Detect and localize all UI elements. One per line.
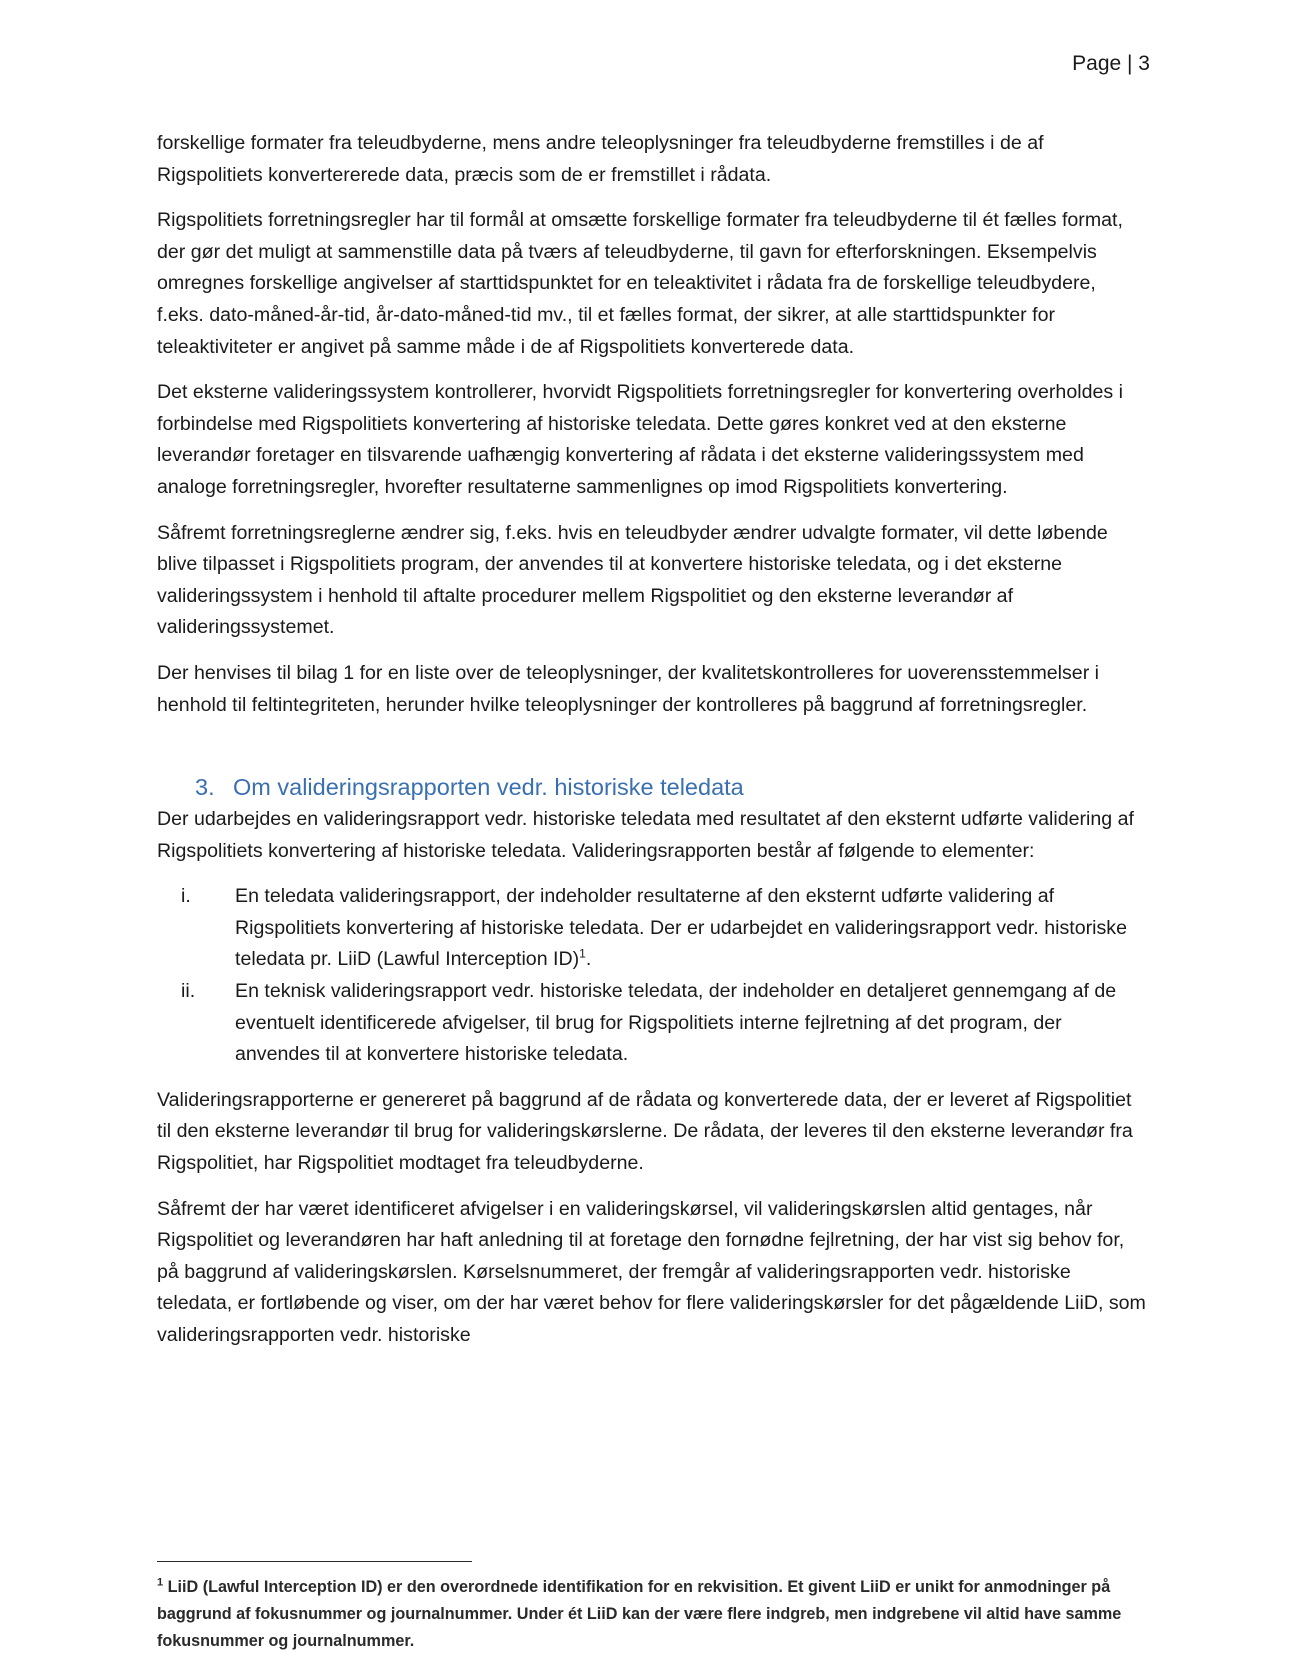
- list-item-text: En teknisk valideringsrapport vedr. historiske teledata, der indeholder en detaljeret gennemgang af de eventuelt identificerede afvigelser, til brug for Rigspolitiets interne fejlretning af det program, der anvendes til at konvertere historiske teledata.: [235, 980, 1117, 1066]
- footnote-separator: [157, 1561, 472, 1562]
- footnote-reference[interactable]: 1: [579, 946, 586, 961]
- list-item: [157, 976, 1147, 1071]
- paragraph-4: Såfremt forretningsreglerne ændrer sig, f.eks. hvis en teleudbyder ændrer udvalgte formater, vil dette løbende blive tilpasset i Rigspolitiets program, der anvendes til at konvertere historiske teledata, og i det eksterne valideringssystem i henhold til aftalte procedurer mellem Rigspolitiet og den eksterne leverandør af valideringssystemet.: [157, 521, 1108, 639]
- paragraph-after-list-1: Valideringsrapporterne er genereret på baggrund af de rådata og konverterede data, der er leveret af Rigspolitiet til den eksterne leverandør til brug for valideringskørslerne. De rådata, der leveres til den eksterne leverandør fra Rigspolitiet, har Rigspolitiet modtaget fra teleudbyderne.: [157, 1088, 1133, 1175]
- list-item: [157, 881, 1147, 976]
- list-marker: ii.: [181, 980, 196, 1003]
- section-heading: [195, 771, 1147, 804]
- section-number: 3.: [195, 774, 215, 801]
- page-number: Page | 3: [1072, 52, 1150, 75]
- footnote: [157, 1574, 1142, 1655]
- paragraph-2: Rigspolitiets forretningsregler har til formål at omsætte forskellige formater fra teleudbyderne til ét fælles format, der gør det muligt at sammenstille data på tværs af teleudbyderne, til gavn for efterforskningen. Eksempelvis omregnes forskellige angivelser af starttidspunktet for en teleaktivitet i rådata fra de forskellige teleudbydere, f.eks. dato-måned-år-tid, år-dato-måned-tid mv., til et fælles format, der sikrer, at alle starttidspunkter for teleaktiviteter er angivet på samme måde i de af Rigspolitiets konverterede data.: [157, 209, 1123, 358]
- paragraph-after-list-2: Såfremt der har været identificeret afvigelser i en valideringskørsel, vil valideringskørslen altid gentages, når Rigspolitiet og leverandøren har haft anledning til at foretage den fornødne fejlretning, der har vist sig behov for, på baggrund af valideringskørslen. Kørselsnummeret, der fremgår af valideringsrapporten vedr. historiske teledata, er fortløbende og viser, om der har været behov for flere valideringskørsler for det pågældende LiiD, som valideringsrapporten vedr. historiske: [157, 1197, 1146, 1346]
- section-title: Om valideringsrapporten vedr. historiske teledata: [233, 774, 744, 801]
- list-marker: i.: [181, 885, 191, 908]
- section-intro: Der udarbejdes en valideringsrapport vedr. historiske teledata med resultatet af den eksternt udførte validering af Rigspolitiets konvertering af historiske teledata. Valideringsrapporten består af følgende to elementer:: [157, 808, 1134, 862]
- element-list: [157, 881, 1147, 1071]
- paragraph-1: forskellige formater fra teleudbyderne, mens andre teleoplysninger fra teleudbyderne fremstilles i de af Rigspolitiets konvertererede data, præcis som de er fremstillet i rådata.: [157, 132, 1044, 186]
- list-item-suffix: .: [585, 948, 592, 971]
- paragraph-3: Det eksterne valideringssystem kontrollerer, hvorvidt Rigspolitiets forretningsregler for konvertering overholdes i forbindelse med Rigspolitiets konvertering af historiske teledata. Dette gøres konkret ved at den eksterne leverandør foretager en tilsvarende uafhængig konvertering af rådata i det eksterne valideringssystem med analoge forretningsregler, hvorefter resultaterne sammenlignes op imod Rigspolitiets konvertering.: [157, 381, 1123, 498]
- body-text: [157, 128, 1147, 1366]
- list-item-text: En teledata valideringsrapport, der indeholder resultaterne af den eksternt udførte validering af Rigspolitiets konvertering af historiske teledata. Der er udarbejdet en valideringsrapport vedr. historiske teledata pr. LiiD (Lawful Interception ID): [235, 885, 1127, 971]
- paragraph-5: Der henvises til bilag 1 for en liste over de teleoplysninger, der kvalitetskontrolleres for uoverensstemmelser i henhold til feltintegriteten, herunder hvilke teleoplysninger der kontrolleres på baggrund af forretningsregler.: [157, 661, 1100, 716]
- footnote-marker: 1: [157, 1576, 164, 1589]
- footnote-text: LiiD (Lawful Interception ID) er den overordnede identifikation for en rekvisition. Et givent LiiD er unikt for anmodninger på baggrund af fokusnummer og journalnummer. Under ét LiiD kan der være flere indgreb, men indgrebene vil altid have samme fokusnummer og journalnummer.: [157, 1578, 1122, 1650]
